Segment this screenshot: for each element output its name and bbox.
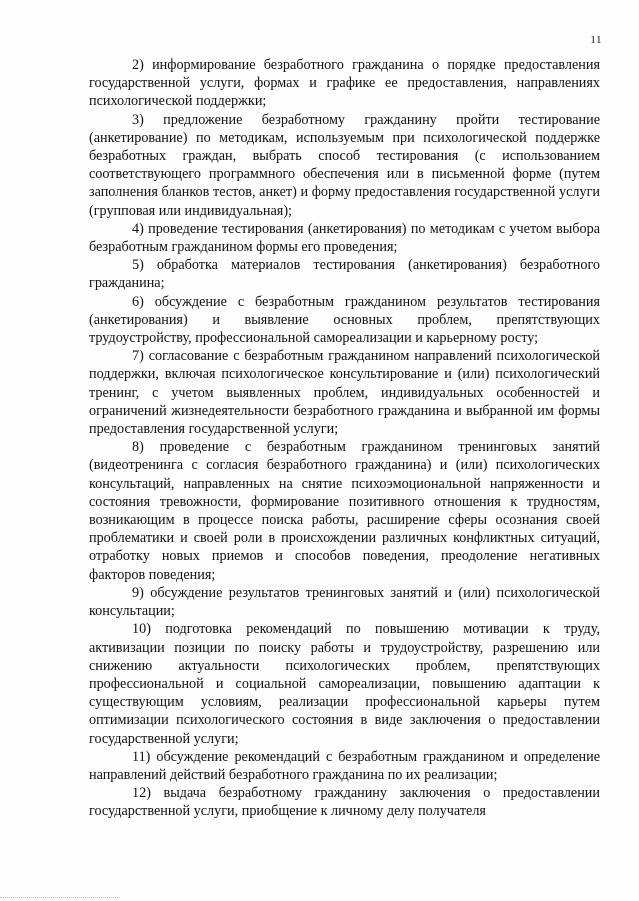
paragraph-item-11: 11) обсуждение рекомендаций с безработным гражданином и определение направлений действий безработного гражданина по их реализации; bbox=[89, 748, 600, 783]
paragraph-item-4: 4) проведение тестирования (анкетирования) по методикам с учетом выбора безработным гражданином формы его проведения; bbox=[89, 220, 600, 256]
paragraph-item-3: 3) предложение безработному гражданину пройти тестирование (анкетирование) по методикам, используемым при психологической поддержке безработных граждан, выбрать способ тестирования (с использованием соответствующего программного обеспечения или в письменной форме (путем заполнения бланков тестов, анкет) и форму предоставления государственной услуги (групповая или индивидуальная); bbox=[89, 111, 600, 219]
paragraph-item-12: 12) выдача безработному гражданину заключения о предоставлении государственной услуги, приобщение к личному делу получателя bbox=[89, 785, 600, 820]
paragraph-item-10: 10) подготовка рекомендаций по повышению мотивации к труду, активизации позиции по поиску работы и трудоустройству, разрешению или снижению актуальности психологических проблем, препятствующих профессиональной и социальной самореализации, повышению адаптации к существующим условиям, реализации профессиональной карьеры путем оптимизации психологического состояния в виде заключения о предоставлении государственной услуги; bbox=[89, 621, 600, 747]
paragraph-item-7: 7) согласование с безработным гражданином направлений психологической поддержки, включая психологическое консультирование и (или) психологический тренинг, с учетом выявленных проблем, индивидуальных особенностей и ограничений жизнедеятельности безработного гражданина и выбранной им формы предоставления государственной услуги; bbox=[89, 348, 600, 438]
paragraph-item-6: 6) обсуждение с безработным гражданином результатов тестирования (анкетирования) и выявление основных проблем, препятствующих трудоустройству, профессиональной самореализации и карьерному росту; bbox=[89, 293, 600, 347]
paragraph-item-8: 8) проведение с безработным гражданином тренинговых занятий (видеотренинга с согласия безработного гражданина) и (или) психологических консультаций, направленных на снятие психоэмоциональной напряженности и состояния тревожности, формирование позитивного отношения к трудностям, возникающим в процессе поиска работы, расширение сферы осознания своей проблематики и своей роли в происхождении различных конфликтных ситуаций, отработку новых приемов и способов поведения, преодоление негативных факторов поведения; bbox=[89, 439, 600, 583]
paragraph-item-5: 5) обработка материалов тестирования (анкетирования) безработного гражданина; bbox=[89, 257, 600, 292]
page-number: 11 bbox=[590, 34, 602, 46]
document-body bbox=[89, 56, 600, 821]
paragraph-item-9: 9) обсуждение результатов тренинговых занятий и (или) психологической консультации; bbox=[89, 584, 600, 620]
paragraph-item-2: 2) информирование безработного гражданина о порядке предоставления государственной услуги, формах и графике ее предоставления, направлениях психологической поддержки; bbox=[89, 57, 600, 110]
scan-edge-line bbox=[0, 897, 120, 899]
